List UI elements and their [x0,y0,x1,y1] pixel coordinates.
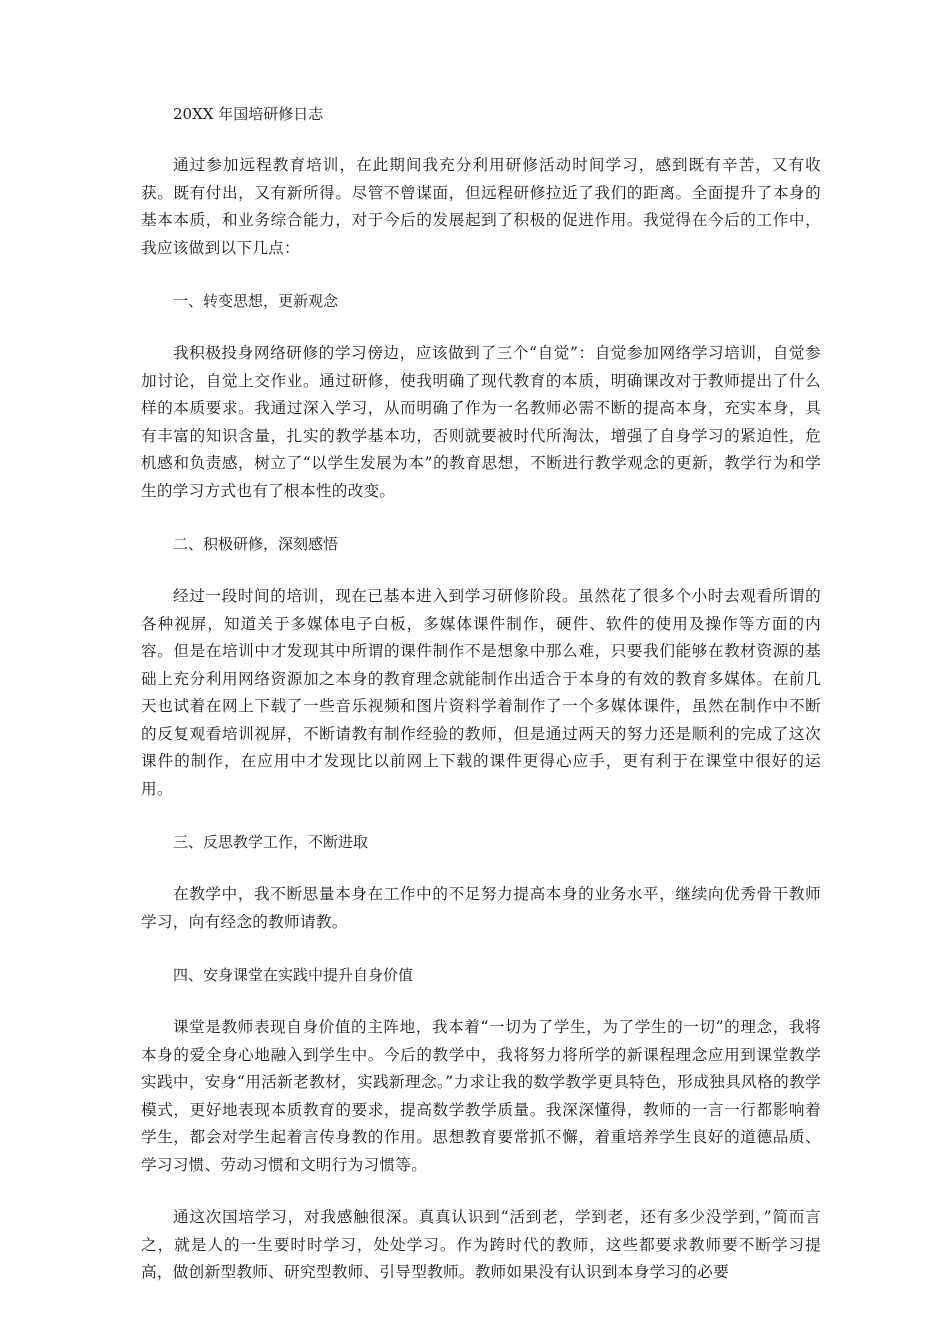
section-heading-4: 四、安身课堂在实践中提升自身价值 [173,966,414,984]
document-title: 20XX 年国培研修日志 [173,105,324,123]
section-heading-2: 二、积极研修，深刻感悟 [173,535,339,553]
paragraph-section-2: 经过一段时间的培训，现在已基本进入到学习研修阶段。虽然花了很多个小时去观看所谓的各种视屏，知道关于多媒体电子白板，多媒体课件制作，硬件、软件的使用及操作等方面的内容。但是在培训中才发现其中所谓的课件制作不是想象中那么难，只要我们能够在教材资源的基础上充分利用网络资源加之本身的教育理念就能制作出适合于本身的有效的教育多媒体。在前几天也试着在网上下载了一些音乐视频和图片资料学着制作了一个多媒体课件，虽然在制作中不断的反复观看培训视屏，不断请教有制作经验的教师，但是通过两天的努力还是顺利的完成了这次课件的制作，在应用中才发现比以前网上下载的课件更得心应手，更有利于在课堂中很好的运用。 [141,587,821,798]
paragraph-section-1: 我积极投身网络研修的学习傍边，应该做到了三个“自觉”：自觉参加网络学习培训，自觉参加讨论，自觉上交作业。通过研修，使我明确了现代教育的本质，明确课改对于教师提出了什么样的本质要求。我通过深入学习，从而明确了作为一名教师必需不断的提高本身，充实本身，具有丰富的知识含量，扎实的教学基本功，否则就要被时代所淘汰，增强了自身学习的紧迫性，危机感和负责感，树立了“以学生发展为本”的教育思想，不断进行教学观念的更新，教学行为和学生的学习方式也有了根本性的改变。 [141,344,821,500]
paragraph-section-4: 课堂是教师表现自身价值的主阵地，我本着“一切为了学生，为了学生的一切”的理念，我将本身的爱全身心地融入到学生中。今后的教学中，我将努力将所学的新课程理念应用到课堂教学实践中，安身“用活新老教材，实践新理念。”力求让我的数学教学更具特色，形成独具风格的教学模式，更好地表现本质教育的要求，提高数学教学质量。我深深懂得，教师的一言一行都影响着学生，都会对学生起着言传身教的作用。思想教育要常抓不懈，着重培养学生良好的道德品质、学习习惯、劳动习惯和文明行为习惯等。 [141,1018,821,1174]
document-page [141,100,821,1312]
section-heading-1: 一、转变思想，更新观念 [173,292,339,310]
paragraph-section-3: 在教学中，我不断思量本身在工作中的不足努力提高本身的业务水平，继续向优秀骨干教师学习，向有经念的教师请教。 [141,885,821,931]
paragraph-conclusion: 通这次国培学习，对我感触很深。真真认识到“活到老，学到老，还有多少没学到，”简而言之，就是人的一生要时时学习，处处学习。作为跨时代的教师，这些都要求教师要不断学习提高，做创新型教师、研究型教师、引导型教师。教师如果没有认识到本身学习的必要 [141,1208,821,1281]
paragraph-intro: 通过参加远程教育培训，在此期间我充分利用研修活动时间学习，感到既有辛苦，又有收获。既有付出，又有新所得。尽管不曾谋面，但远程研修拉近了我们的距离。全面提升了本身的基本本质，和业务综合能力，对于今后的发展起到了积极的促进作用。我觉得在今后的工作中，我应该做到以下几点： [141,156,821,257]
section-heading-3: 三、反思教学工作，不断进取 [173,833,369,851]
